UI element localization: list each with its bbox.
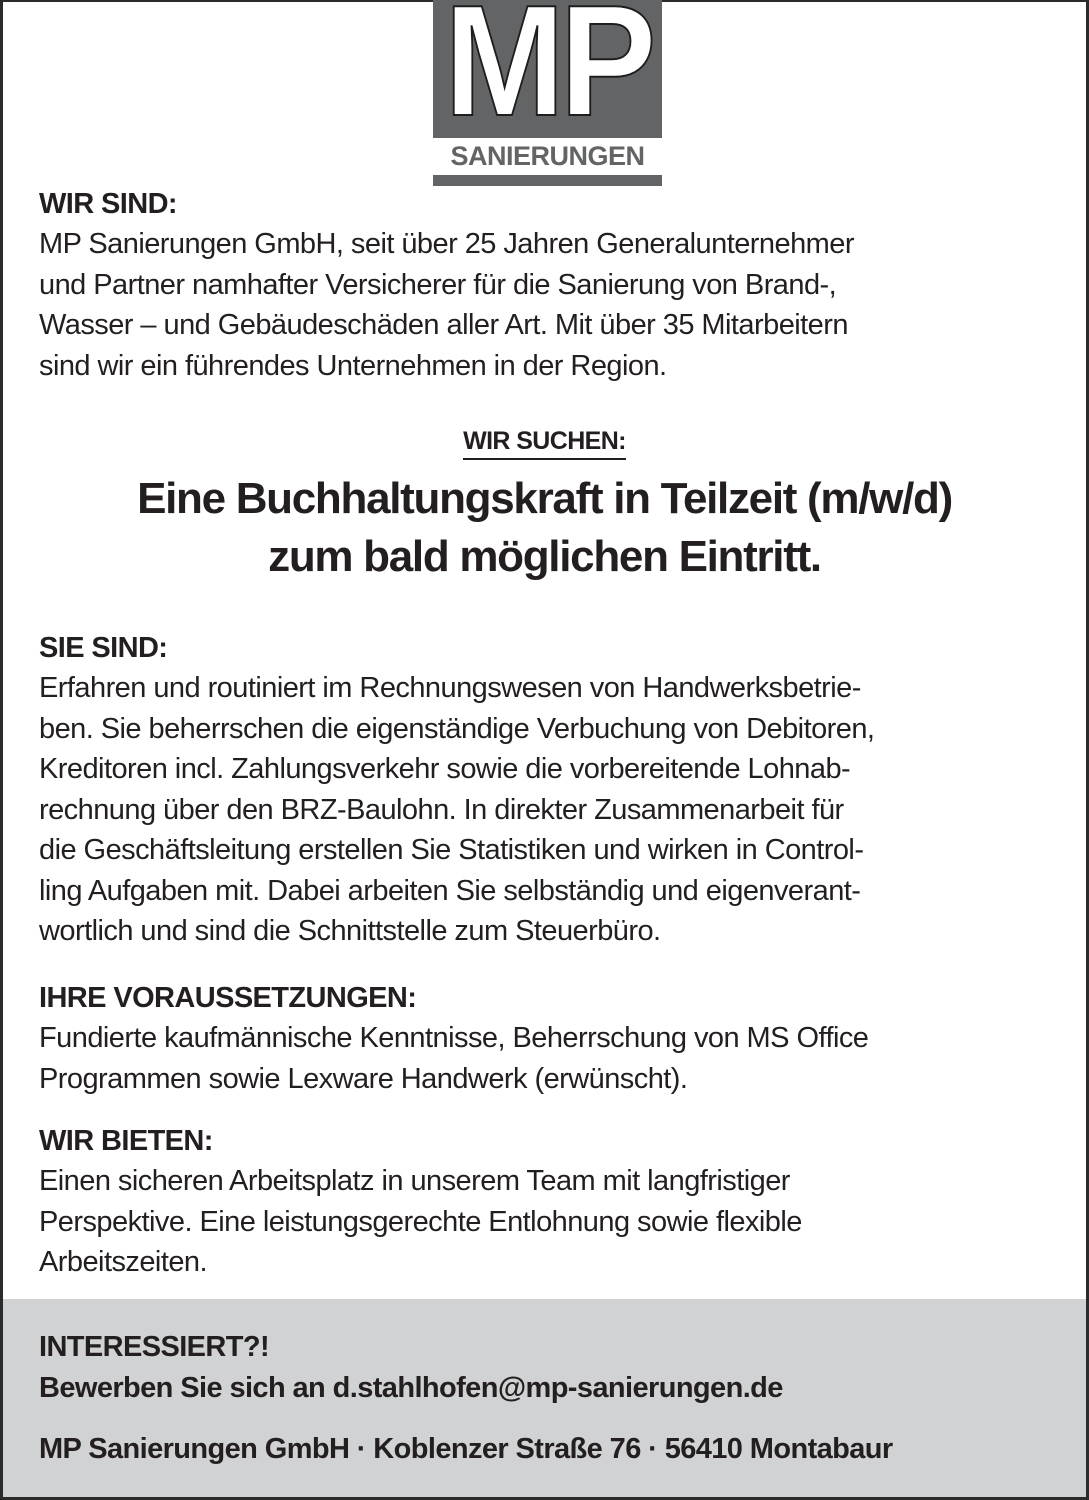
job-title	[0, 470, 1089, 586]
text-line: Wasser – und Gebäudeschäden aller Art. Mit über 35 Mitarbeitern	[39, 309, 848, 341]
section-wir-bieten	[39, 1121, 1054, 1283]
text-line: wortlich und sind die Schnittstelle zum Steuerbüro.	[39, 915, 661, 947]
section-heading: WIR SUCHEN:	[463, 424, 626, 460]
text-line: rechnung über den BRZ-Baulohn. In direkter Zusammenarbeit für	[39, 793, 844, 826]
text-line: und Partner namhafter Versicherer für die Sanierung von Brand-,	[39, 268, 837, 301]
text-line: sind wir ein führendes Unternehmen in der Region.	[39, 349, 667, 382]
text-line: ling Aufgaben mit. Dabei arbeiten Sie selbständig und eigenverant-	[39, 874, 861, 907]
apply-prefix: Bewerben Sie sich an	[39, 1372, 333, 1404]
logo-letters: MP	[444, 0, 651, 149]
section-sie-sind	[39, 628, 1054, 952]
section-heading: SIE SIND:	[39, 632, 168, 664]
text-line: ben. Sie beherrschen die eigenständige Verbuchung von Debitoren,	[39, 712, 875, 745]
section-text	[39, 1018, 1054, 1099]
section-text	[39, 1161, 1054, 1283]
section-heading: IHRE VORAUSSETZUNGEN:	[39, 982, 417, 1014]
company-logo	[433, 0, 662, 186]
section-voraussetzungen	[39, 978, 1054, 1099]
apply-line	[39, 1368, 783, 1408]
text-line: Arbeitszeiten.	[39, 1246, 207, 1278]
section-heading: WIR SIND:	[39, 188, 177, 220]
text-line: Kreditoren incl. Zahlungsverkehr sowie die vorbereitende Lohnab-	[39, 753, 851, 785]
email-link[interactable]: d.stahlhofen@mp-sanierungen.de	[332, 1372, 783, 1404]
logo-wordmark: SANIERUNGEN	[450, 141, 645, 171]
text-line: Einen sicheren Arbeitsplatz in unserem Team mit langfristiger	[39, 1165, 790, 1197]
company-address: MP Sanierungen GmbH · Koblenzer Straße 76 · 56410 Montabaur	[39, 1433, 893, 1465]
text-line: Fundierte kaufmännische Kenntnisse, Beherrschung von MS Office	[39, 1022, 869, 1054]
text-line: die Geschäftsleitung erstellen Sie Statistiken und wirken in Control-	[39, 834, 864, 866]
section-text	[39, 224, 1054, 386]
contact-footer	[3, 1299, 1086, 1497]
text-line: Erfahren und routiniert im Rechnungswesen von Handwerksbetrie-	[39, 672, 861, 704]
text-line: Programmen sowie Lexware Handwerk (erwünscht).	[39, 1062, 688, 1095]
section-heading: WIR BIETEN:	[39, 1125, 213, 1157]
job-title-line: Eine Buchhaltungskraft in Teilzeit (m/w/d)	[137, 474, 952, 523]
job-title-line: zum bald möglichen Eintritt.	[268, 532, 821, 581]
text-line: Perspektive. Eine leistungsgerechte Entlohnung sowie flexible	[39, 1205, 802, 1238]
section-wir-sind	[39, 184, 1054, 386]
section-wir-suchen	[0, 424, 1089, 460]
footer-heading: INTERESSIERT?!	[39, 1331, 270, 1363]
text-line: MP Sanierungen GmbH, seit über 25 Jahren Generalunternehmer	[39, 228, 854, 260]
section-text	[39, 668, 1054, 952]
